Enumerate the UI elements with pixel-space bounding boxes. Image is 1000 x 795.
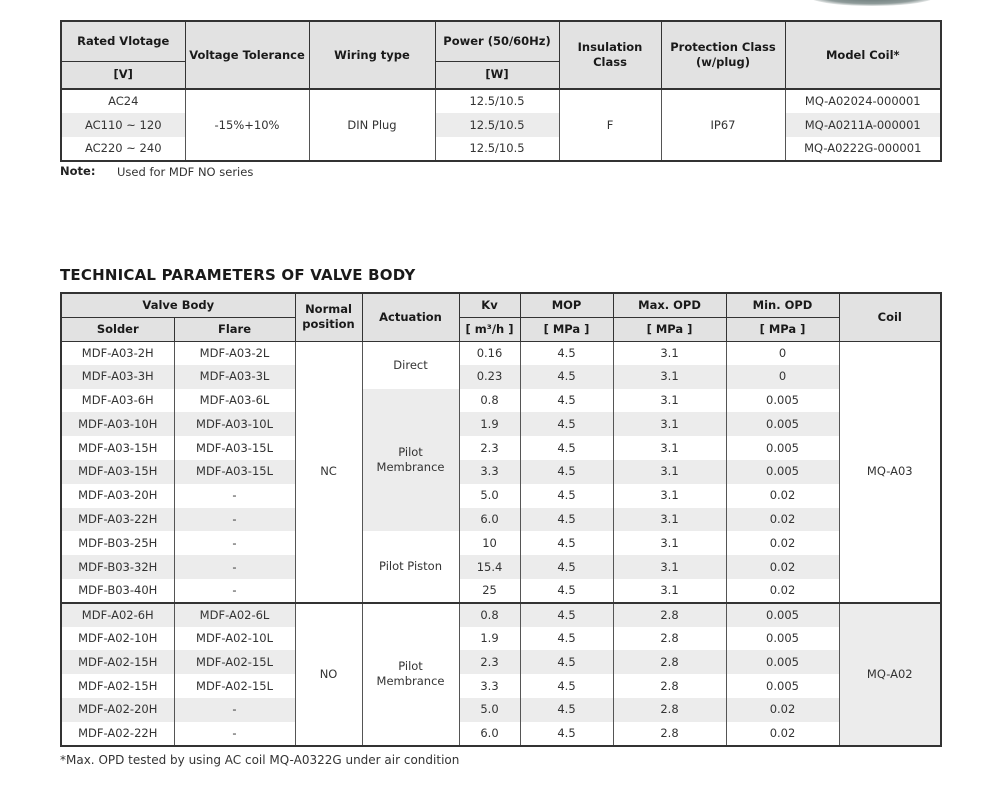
min-opd-cell: 0.005 [726,674,839,698]
kv-cell: 0.16 [459,341,520,365]
max-opd-cell: 2.8 [613,674,726,698]
max-opd-cell: 3.1 [613,341,726,365]
solder-cell: MDF-B03-40H [61,579,174,603]
kv-cell: 0.8 [459,389,520,413]
coil-voltage-cell: AC110 ~ 120 [61,113,185,137]
solder-cell: MDF-A02-10H [61,627,174,651]
min-opd-cell: 0.005 [726,389,839,413]
actuation-cell: Pilot Membrance [362,603,459,746]
header-wiring-type: Wiring type [309,21,435,89]
coil-power-cell: 12.5/10.5 [435,113,559,137]
flare-cell: MDF-A02-15L [174,650,295,674]
mop-cell: 4.5 [520,436,613,460]
coil-model-cell: MQ-A02024-000001 [785,89,941,113]
note-label: Note: [60,164,96,178]
kv-cell: 5.0 [459,698,520,722]
solder-cell: MDF-B03-25H [61,531,174,555]
min-opd-cell: 0.005 [726,460,839,484]
flare-cell: MDF-A03-15L [174,436,295,460]
max-opd-cell: 3.1 [613,531,726,555]
mop-cell: 4.5 [520,698,613,722]
mop-cell: 4.5 [520,365,613,389]
kv-cell: 10 [459,531,520,555]
kv-cell: 2.3 [459,436,520,460]
flare-cell: MDF-A02-10L [174,627,295,651]
max-opd-cell: 2.8 [613,603,726,627]
solder-cell: MDF-A03-15H [61,460,174,484]
header-flare: Flare [174,317,295,341]
header-normal-position: Normal position [295,293,362,341]
mop-cell: 4.5 [520,722,613,746]
max-opd-cell: 2.8 [613,650,726,674]
max-opd-cell: 3.1 [613,412,726,436]
mop-cell: 4.5 [520,341,613,365]
max-opd-cell: 2.8 [613,627,726,651]
valve-body-table [60,292,942,747]
max-opd-cell: 3.1 [613,508,726,532]
header-solder: Solder [61,317,174,341]
header-coil: Coil [839,293,941,341]
flare-cell: - [174,698,295,722]
mop-cell: 4.5 [520,531,613,555]
max-opd-cell: 3.1 [613,365,726,389]
kv-cell: 3.3 [459,460,520,484]
actuation-cell: Pilot Piston [362,531,459,602]
decorative-product-shadow [808,0,936,6]
min-opd-cell: 0.005 [726,650,839,674]
flare-cell: MDF-A02-6L [174,603,295,627]
header-min-opd-unit: [ MPa ] [726,317,839,341]
mop-cell: 4.5 [520,603,613,627]
mop-cell: 4.5 [520,460,613,484]
coil-tolerance-cell: -15%+10% [185,89,309,161]
max-opd-cell: 2.8 [613,722,726,746]
coil-voltage-cell: AC220 ~ 240 [61,137,185,161]
max-opd-cell: 3.1 [613,460,726,484]
flare-cell: - [174,484,295,508]
header-rated-voltage-unit: [V] [61,61,185,89]
min-opd-cell: 0.005 [726,603,839,627]
coil-model-cell: MQ-A0211A-000001 [785,113,941,137]
coil-specification-table [60,20,942,162]
max-opd-cell: 3.1 [613,484,726,508]
header-power: Power (50/60Hz) [435,21,559,61]
header-max-opd: Max. OPD [613,293,726,317]
min-opd-cell: 0.005 [726,627,839,651]
max-opd-cell: 3.1 [613,436,726,460]
flare-cell: - [174,722,295,746]
header-power-unit: [W] [435,61,559,89]
mop-cell: 4.5 [520,555,613,579]
mop-cell: 4.5 [520,674,613,698]
kv-cell: 1.9 [459,627,520,651]
header-actuation: Actuation [362,293,459,341]
coil-insulation-cell: F [559,89,661,161]
min-opd-cell: 0.02 [726,555,839,579]
mop-cell: 4.5 [520,579,613,603]
header-max-opd-unit: [ MPa ] [613,317,726,341]
kv-cell: 25 [459,579,520,603]
solder-cell: MDF-A02-22H [61,722,174,746]
max-opd-cell: 3.1 [613,555,726,579]
solder-cell: MDF-A03-6H [61,389,174,413]
mop-cell: 4.5 [520,412,613,436]
kv-cell: 6.0 [459,722,520,746]
coil-cell: MQ-A03 [839,341,941,603]
max-opd-cell: 3.1 [613,389,726,413]
normal-position-cell: NC [295,341,362,603]
flare-cell: MDF-A03-6L [174,389,295,413]
min-opd-cell: 0.005 [726,412,839,436]
actuation-cell: Direct [362,341,459,389]
kv-cell: 15.4 [459,555,520,579]
header-mop-unit: [ MPa ] [520,317,613,341]
header-kv-unit: [ m³/h ] [459,317,520,341]
solder-cell: MDF-A03-2H [61,341,174,365]
coil-model-cell: MQ-A0222G-000001 [785,137,941,161]
header-model-coil: Model Coil* [785,21,941,89]
header-insulation-class: Insulation Class [559,21,661,89]
header-valve-body: Valve Body [61,293,295,317]
mop-cell: 4.5 [520,627,613,651]
header-protection-class: Protection Class (w/plug) [661,21,785,89]
solder-cell: MDF-A02-15H [61,674,174,698]
kv-cell: 1.9 [459,412,520,436]
kv-cell: 0.8 [459,603,520,627]
note-text: Used for MDF NO series [117,165,254,179]
header-voltage-tolerance: Voltage Tolerance [185,21,309,89]
solder-cell: MDF-A02-15H [61,650,174,674]
min-opd-cell: 0.02 [726,484,839,508]
flare-cell: MDF-A03-2L [174,341,295,365]
min-opd-cell: 0.02 [726,698,839,722]
coil-cell: MQ-A02 [839,603,941,746]
coil-power-cell: 12.5/10.5 [435,137,559,161]
mop-cell: 4.5 [520,650,613,674]
actuation-cell: Pilot Membrance [362,389,459,532]
flare-cell: MDF-A03-15L [174,460,295,484]
min-opd-cell: 0.02 [726,508,839,532]
solder-cell: MDF-A02-6H [61,603,174,627]
header-mop: MOP [520,293,613,317]
header-min-opd: Min. OPD [726,293,839,317]
flare-cell: - [174,555,295,579]
max-opd-cell: 3.1 [613,579,726,603]
solder-cell: MDF-A03-10H [61,412,174,436]
header-kv: Kv [459,293,520,317]
min-opd-cell: 0.02 [726,531,839,555]
min-opd-cell: 0.02 [726,579,839,603]
min-opd-cell: 0.005 [726,436,839,460]
solder-cell: MDF-A03-20H [61,484,174,508]
kv-cell: 6.0 [459,508,520,532]
coil-wiring-cell: DIN Plug [309,89,435,161]
coil-voltage-cell: AC24 [61,89,185,113]
solder-cell: MDF-A03-3H [61,365,174,389]
kv-cell: 3.3 [459,674,520,698]
max-opd-cell: 2.8 [613,698,726,722]
coil-protection-cell: IP67 [661,89,785,161]
section-title: TECHNICAL PARAMETERS OF VALVE BODY [60,266,416,284]
kv-cell: 5.0 [459,484,520,508]
solder-cell: MDF-A03-15H [61,436,174,460]
kv-cell: 2.3 [459,650,520,674]
min-opd-cell: 0 [726,365,839,389]
header-rated-voltage: Rated Vlotage [61,21,185,61]
kv-cell: 0.23 [459,365,520,389]
min-opd-cell: 0.02 [726,722,839,746]
mop-cell: 4.5 [520,484,613,508]
solder-cell: MDF-B03-32H [61,555,174,579]
flare-cell: - [174,531,295,555]
min-opd-cell: 0 [726,341,839,365]
flare-cell: MDF-A03-3L [174,365,295,389]
mop-cell: 4.5 [520,508,613,532]
solder-cell: MDF-A03-22H [61,508,174,532]
flare-cell: MDF-A02-15L [174,674,295,698]
flare-cell: - [174,508,295,532]
normal-position-cell: NO [295,603,362,746]
mop-cell: 4.5 [520,389,613,413]
flare-cell: MDF-A03-10L [174,412,295,436]
flare-cell: - [174,579,295,603]
coil-power-cell: 12.5/10.5 [435,89,559,113]
footnote: *Max. OPD tested by using AC coil MQ-A0322G under air condition [60,753,460,767]
solder-cell: MDF-A02-20H [61,698,174,722]
